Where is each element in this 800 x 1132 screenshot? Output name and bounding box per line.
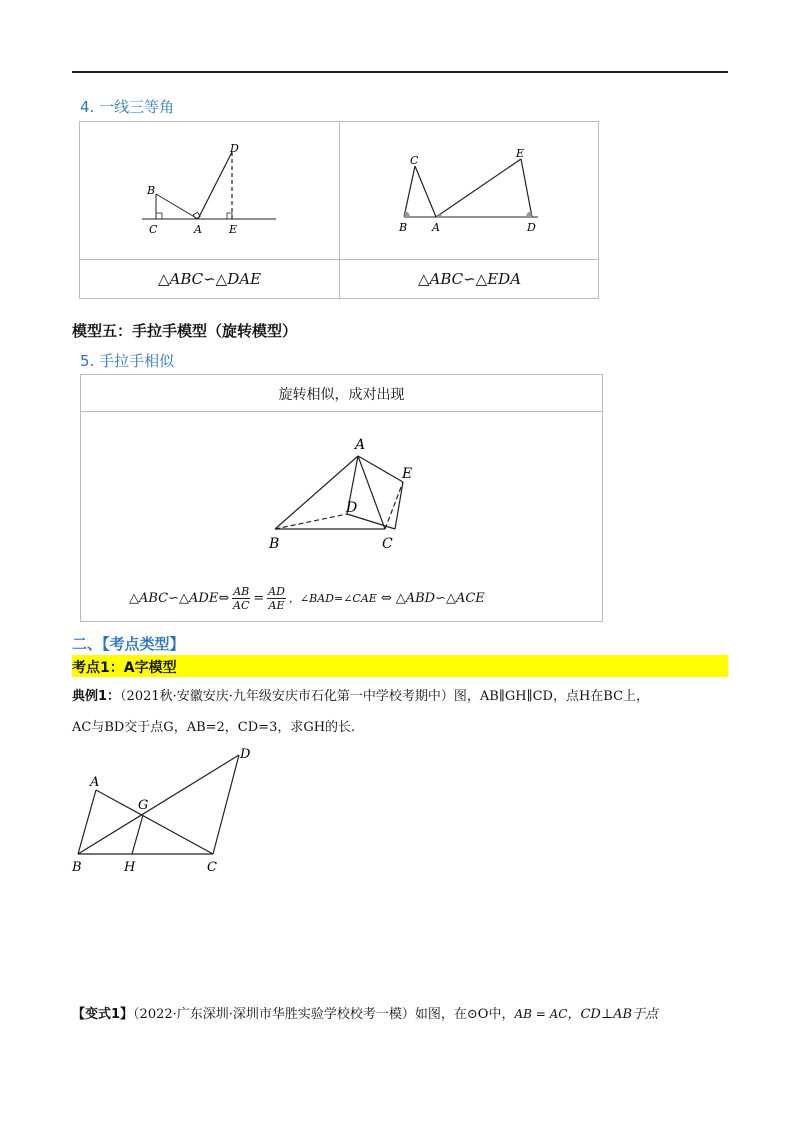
label-A: A: [432, 221, 440, 234]
label-E: E: [229, 223, 238, 236]
example-1: [72, 687, 732, 707]
right-similarity-caption: △ABC∽△EDA: [417, 270, 522, 288]
model-5-heading: 模型五：手拉手模型（旋转模型）: [72, 322, 298, 340]
label-D: D: [527, 221, 536, 234]
label-H: H: [124, 860, 136, 875]
variant-1-text: （2022·广东深圳·深圳市华胜实验学校校考一模）如图，在⊙O中，: [133, 1007, 515, 1022]
label-D: D: [346, 500, 358, 516]
label-C: C: [410, 154, 419, 167]
similarity-formula: [129, 580, 485, 616]
variant-1-text2: ，CD⊥AB于点: [567, 1007, 659, 1022]
label-E: E: [402, 466, 413, 482]
example-1-line2: AC与BD交于点G，AB=2，CD=3，求GH的长.: [72, 720, 356, 735]
label-A: A: [194, 223, 202, 236]
variant-1: [72, 1004, 732, 1025]
figure-a-shape-model: [66, 744, 266, 879]
formula-part2: ，∠BAD=∠CAE: [288, 592, 377, 605]
section-2-heading: 二、【考点类型】: [72, 635, 185, 653]
formula-eq: =: [253, 590, 265, 606]
label-A: A: [90, 775, 100, 790]
label-C: C: [382, 536, 393, 552]
table-5: [80, 374, 603, 622]
label-D: D: [240, 747, 251, 762]
figure-hand-in-hand: [261, 430, 421, 555]
table-4: [79, 121, 599, 299]
figure-one-line-three-angles-right: [340, 122, 599, 259]
label-E: E: [516, 147, 525, 160]
frac1-numerator: AB: [233, 584, 250, 598]
example-1-line1: （2021秋·安徽安庆·九年级安庆市石化第一中学校考期中）图，AB∥GH∥CD，点H在BC上，: [120, 689, 650, 704]
frac2-numerator: AD: [268, 584, 285, 598]
label-D: D: [230, 142, 239, 155]
fraction-ad-ae: [267, 585, 286, 612]
label-B: B: [72, 860, 82, 875]
section-5-title: 5. 手拉手相似: [80, 352, 175, 370]
frac1-denominator: AC: [233, 598, 250, 612]
formula-part1: △ABC∽△ADE⇔: [129, 590, 230, 606]
table-5-row-divider: [81, 411, 602, 412]
table-5-header: 旋转相似，成对出现: [278, 387, 405, 403]
example-1-label: 典例1：: [72, 689, 121, 704]
arc-equality: AB = AC: [514, 1007, 568, 1021]
variant-1-label: 【变式1】: [72, 1007, 134, 1022]
section-4-title: 4. 一线三等角: [80, 98, 175, 116]
header-rule: [72, 71, 728, 73]
fraction-ab-ac: [232, 585, 250, 612]
table-4-row-divider: [80, 259, 598, 260]
label-B: B: [399, 221, 408, 234]
left-similarity-caption: △ABC∽△DAE: [157, 270, 262, 288]
kaodian-1-heading: 考点1：A字模型: [72, 660, 177, 676]
formula-part3: △ABD∽△ACE: [395, 590, 485, 606]
label-A: A: [355, 437, 366, 453]
frac2-denominator: AE: [268, 598, 285, 612]
formula-arrow: ⇔: [380, 590, 392, 606]
label-B: B: [269, 536, 280, 552]
label-C: C: [149, 223, 158, 236]
label-C: C: [207, 860, 217, 875]
label-G: G: [138, 798, 149, 813]
label-B: B: [147, 184, 156, 197]
figure-one-line-three-angles-left: [80, 122, 339, 259]
